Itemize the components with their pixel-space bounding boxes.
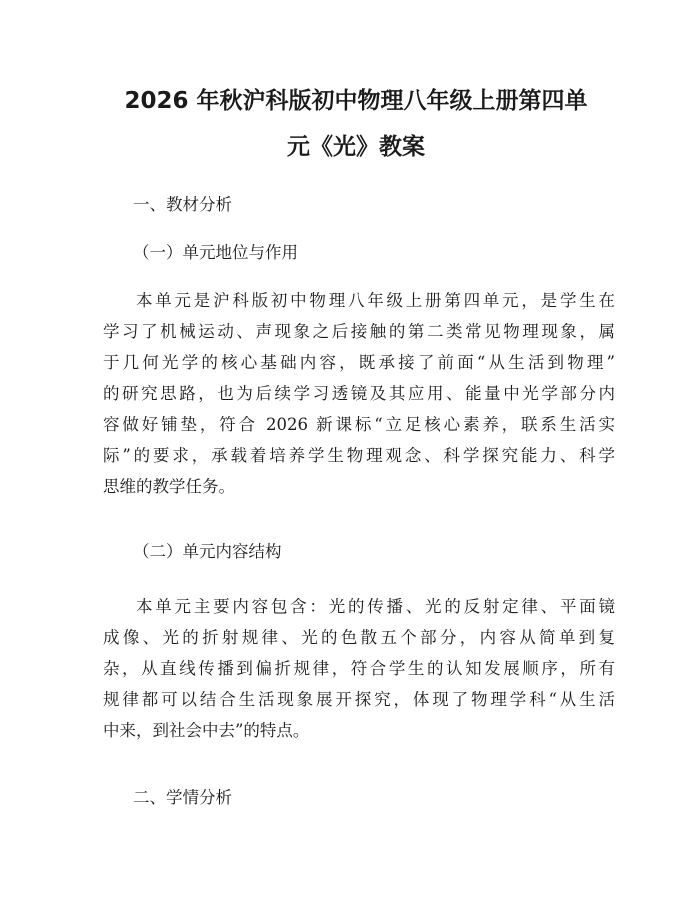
paragraph-line: 本单元主要内容包含：光的传播、光的反射定律、平面镜 — [136, 597, 615, 616]
paragraph-line: 际”的要求，承载着培养学生物理观念、科学探究能力、科学 — [103, 446, 615, 465]
paragraph-line: 本单元是沪科版初中物理八年级上册第四单元，是学生在 — [136, 291, 615, 310]
paragraph-line: 规律都可以结合生活现象展开探究，体现了物理学科“从生活 — [103, 690, 615, 709]
subsection-heading-unit-structure: （二）单元内容结构 — [133, 542, 282, 561]
paragraph-line: 杂，从直线传播到偏折规律，符合学生的认知发展顺序，所有 — [103, 659, 615, 678]
section-heading-learner-analysis: 二、学情分析 — [133, 788, 232, 807]
document-title-line-2: 元《光》教案 — [287, 134, 425, 160]
paragraph-line: 学习了机械运动、声现象之后接触的第二类常见物理现象，属 — [103, 322, 615, 341]
paragraph-line: 中来，到社会中去”的特点。 — [103, 721, 310, 740]
paragraph-unit-role — [103, 285, 615, 502]
paragraph-line: 成像、光的折射规律、光的色散五个部分，内容从简单到复 — [103, 628, 615, 647]
section-heading-materials-analysis: 一、教材分析 — [133, 195, 232, 214]
paragraph-unit-structure — [103, 591, 615, 746]
paragraph-line: 的研究思路，也为后续学习透镜及其应用、能量中光学部分内 — [103, 384, 615, 403]
paragraph-line: 思维的教学任务。 — [103, 477, 235, 496]
document-title-line-1: 2026 年秋沪科版初中物理八年级上册第四单 — [124, 88, 588, 114]
subsection-heading-unit-role: （一）单元地位与作用 — [133, 243, 298, 262]
paragraph-line: 容做好铺垫，符合 2026 新课标“立足核心素养，联系生活实 — [103, 415, 615, 434]
paragraph-line: 于几何光学的核心基础内容，既承接了前面“从生活到物理” — [103, 353, 615, 372]
